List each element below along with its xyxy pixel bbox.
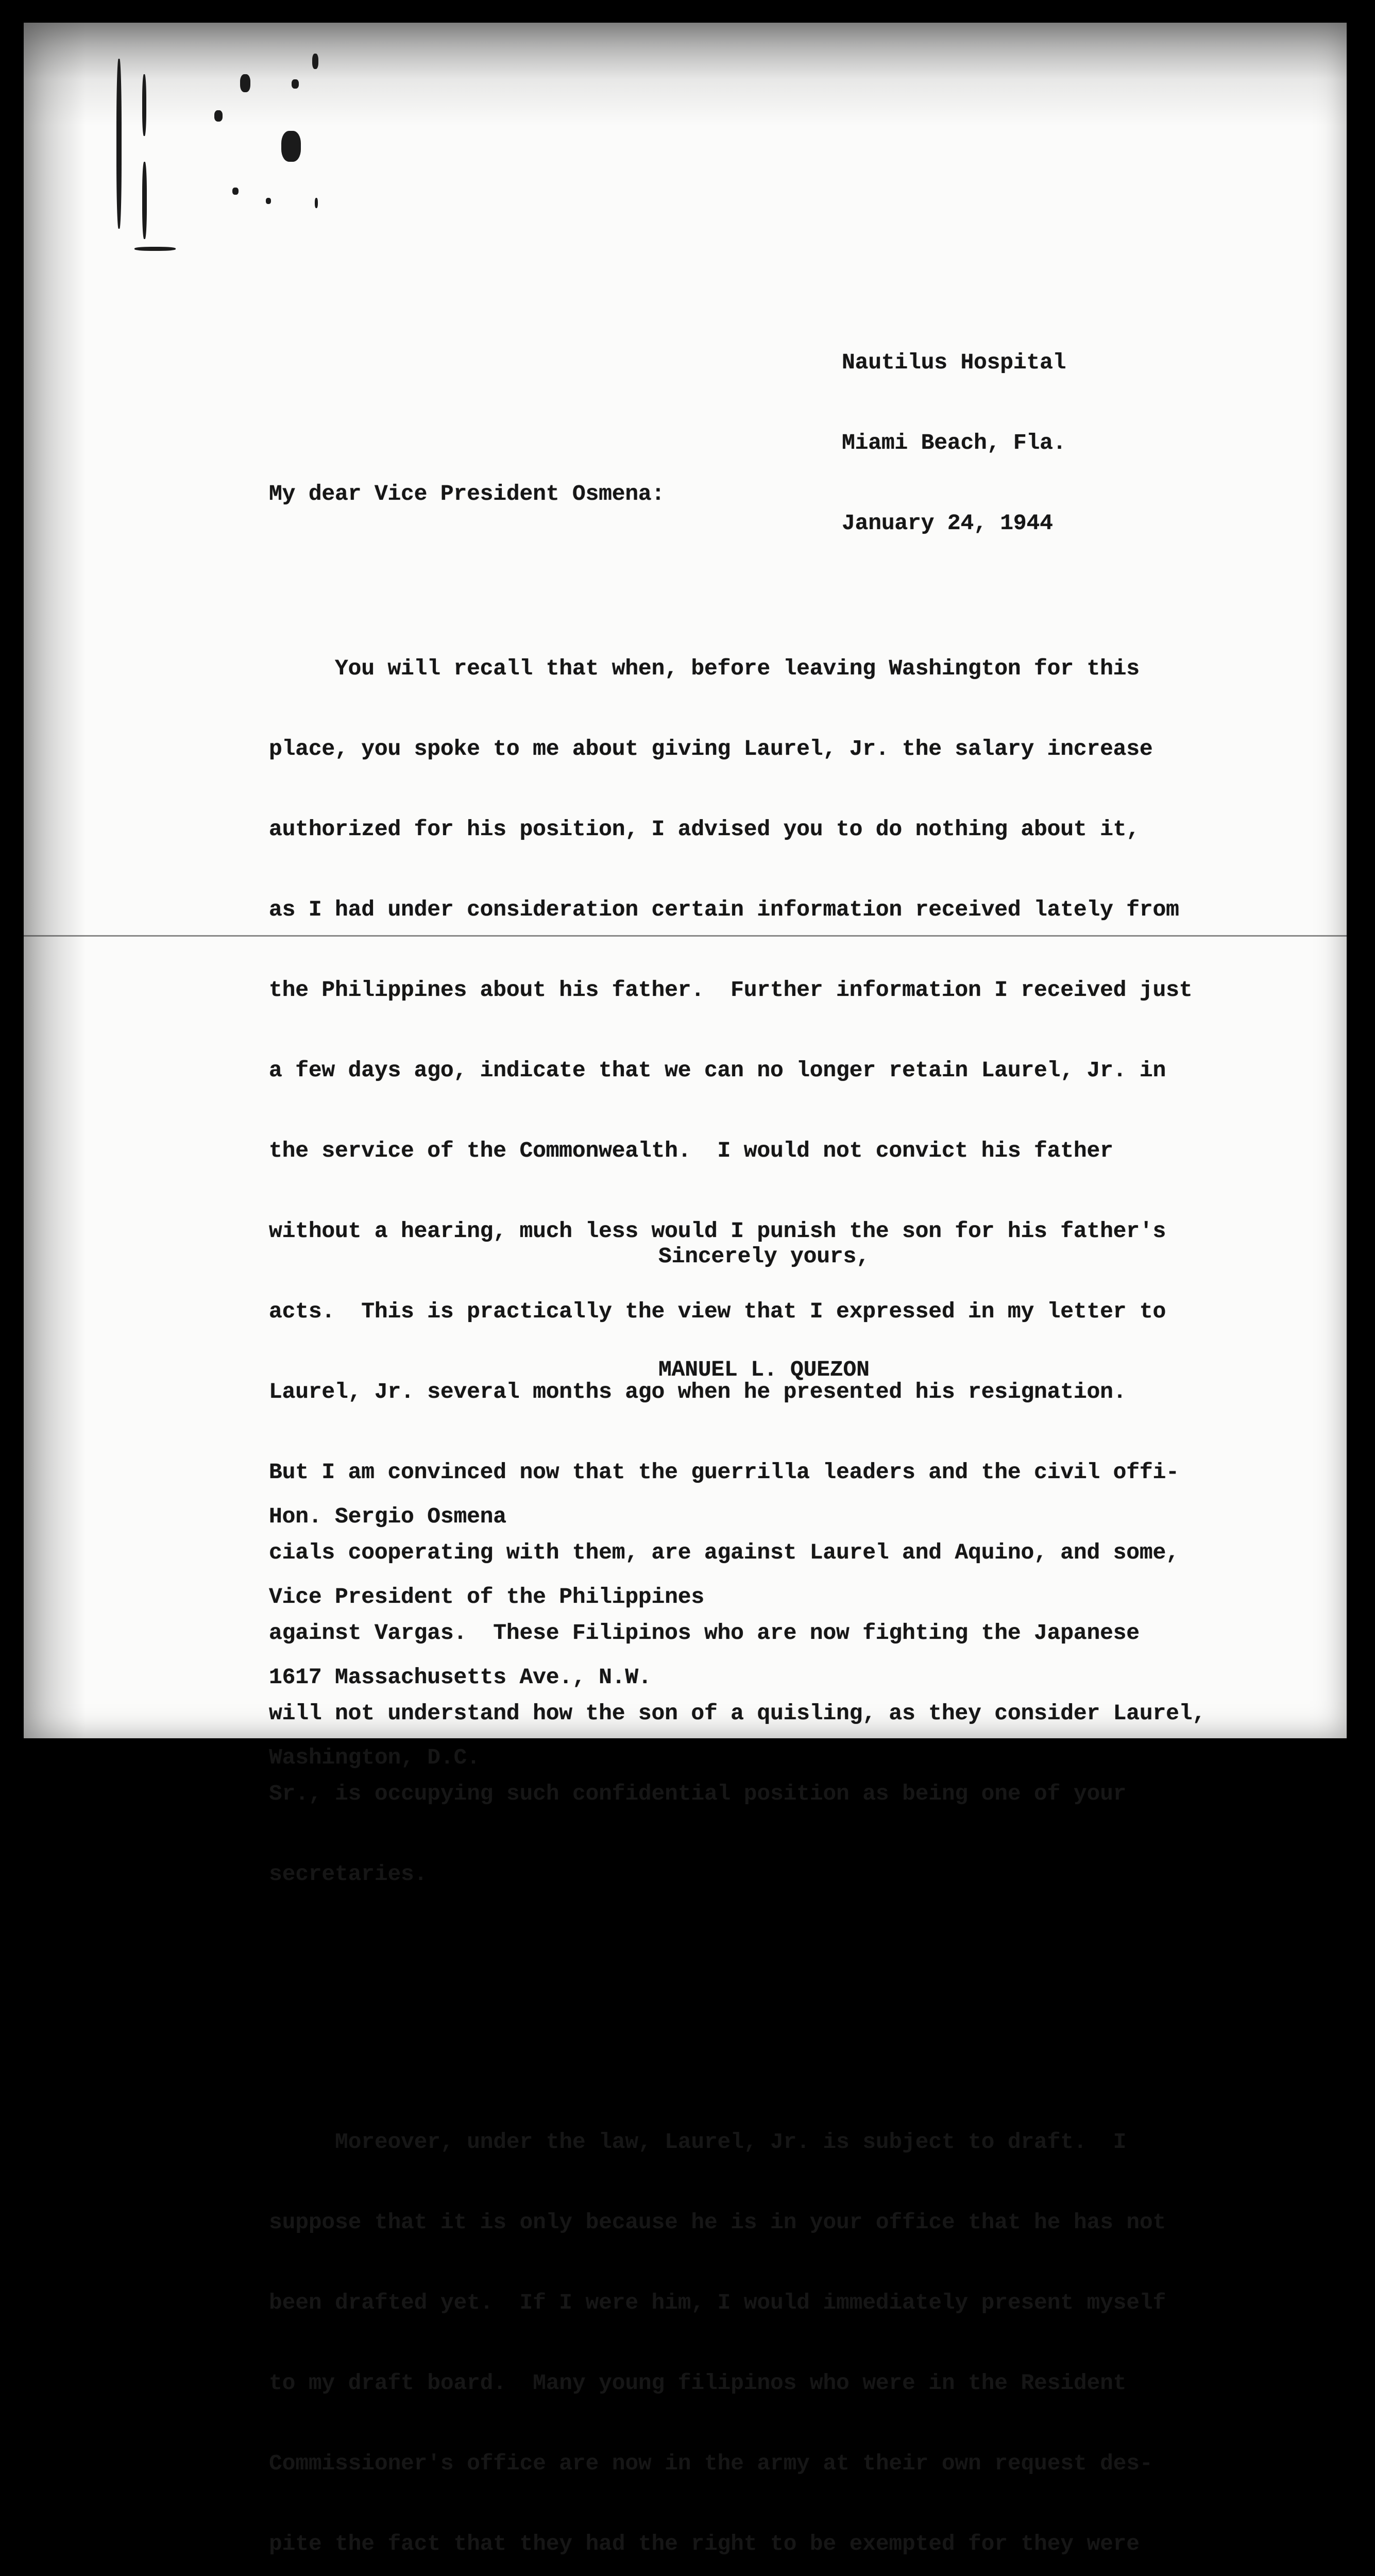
- left-edge-shadow: [24, 23, 86, 1738]
- ink-stains: [86, 43, 343, 280]
- letter-date: January 24, 1944: [842, 511, 1053, 536]
- letter-page: [24, 23, 1347, 2556]
- body-line: a few days ago, indicate that we can no longer retain Laurel, Jr. in: [269, 1058, 1166, 1083]
- body-line: acts. This is practically the view that I expressed in my letter to: [269, 1299, 1166, 1324]
- recipient-line: Vice President of the Philippines: [269, 1584, 704, 1609]
- body-line: to my draft board. Many young filipinos who were in the Resident: [269, 2370, 1127, 2396]
- salutation: My dear Vice President Osmena:: [269, 481, 665, 506]
- body-line: the service of the Commonwealth. I would not convict his father: [269, 1138, 1113, 1163]
- body-line: without a hearing, much less would I punish the son for his father's: [269, 1218, 1166, 1244]
- body-line: will not understand how the son of a quisling, as they consider Laurel,: [269, 1701, 1206, 1726]
- body-line: Commissioner's office are now in the army at their own request des-: [269, 2451, 1153, 2476]
- body-line: place, you spoke to me about giving Laurel, Jr. the salary increase: [269, 736, 1153, 761]
- body-line: secretaries.: [269, 1861, 428, 1887]
- body-line: authorized for his position, I advised you to do nothing about it,: [269, 817, 1140, 842]
- body-line: pite the fact that they had the right to be exempted for they were: [269, 2531, 1140, 2556]
- body-line: the Philippines about his father. Further information I received just: [269, 977, 1193, 1003]
- paragraph-2: [269, 2075, 1206, 2576]
- body-line: But I am convinced now that the guerrilla leaders and the civil offi-: [269, 1460, 1179, 1485]
- recipient-line: 1617 Massachusetts Ave., N.W.: [269, 1665, 652, 1690]
- body-line: against Vargas. These Filipinos who are now fighting the Japanese: [269, 1620, 1140, 1646]
- body-line: Laurel, Jr. several months ago when he presented his resignation.: [269, 1379, 1127, 1404]
- sender-address-line: Nautilus Hospital: [842, 350, 1066, 375]
- body-line: as I had under consideration certain information received lately from: [269, 897, 1179, 922]
- body-line: Sr., is occupying such confidential position as being one of your: [269, 1781, 1127, 1806]
- body-line: Moreover, under the law, Laurel, Jr. is subject to draft. I: [269, 2129, 1127, 2155]
- body-line: suppose that it is only because he is in your office that he has not: [269, 2210, 1166, 2235]
- sender-address-line: Miami Beach, Fla.: [842, 430, 1066, 455]
- recipient-address: [269, 1450, 704, 1825]
- body-line: You will recall that when, before leaving Washington for this: [269, 656, 1140, 681]
- body-line: been drafted yet. If I were him, I would immediately present myself: [269, 2290, 1166, 2315]
- recipient-line: Hon. Sergio Osmena: [269, 1504, 506, 1529]
- recipient-line: Washington, D.C.: [269, 1745, 480, 1770]
- paragraph-spacer: [269, 1995, 1206, 2022]
- sender-address: [842, 296, 1066, 590]
- closing: Sincerely yours,: [658, 1244, 870, 1269]
- body-line: cials cooperating with them, are against Laurel and Aquino, and some,: [269, 1540, 1179, 1565]
- signature-name: MANUEL L. QUEZON: [658, 1357, 870, 1382]
